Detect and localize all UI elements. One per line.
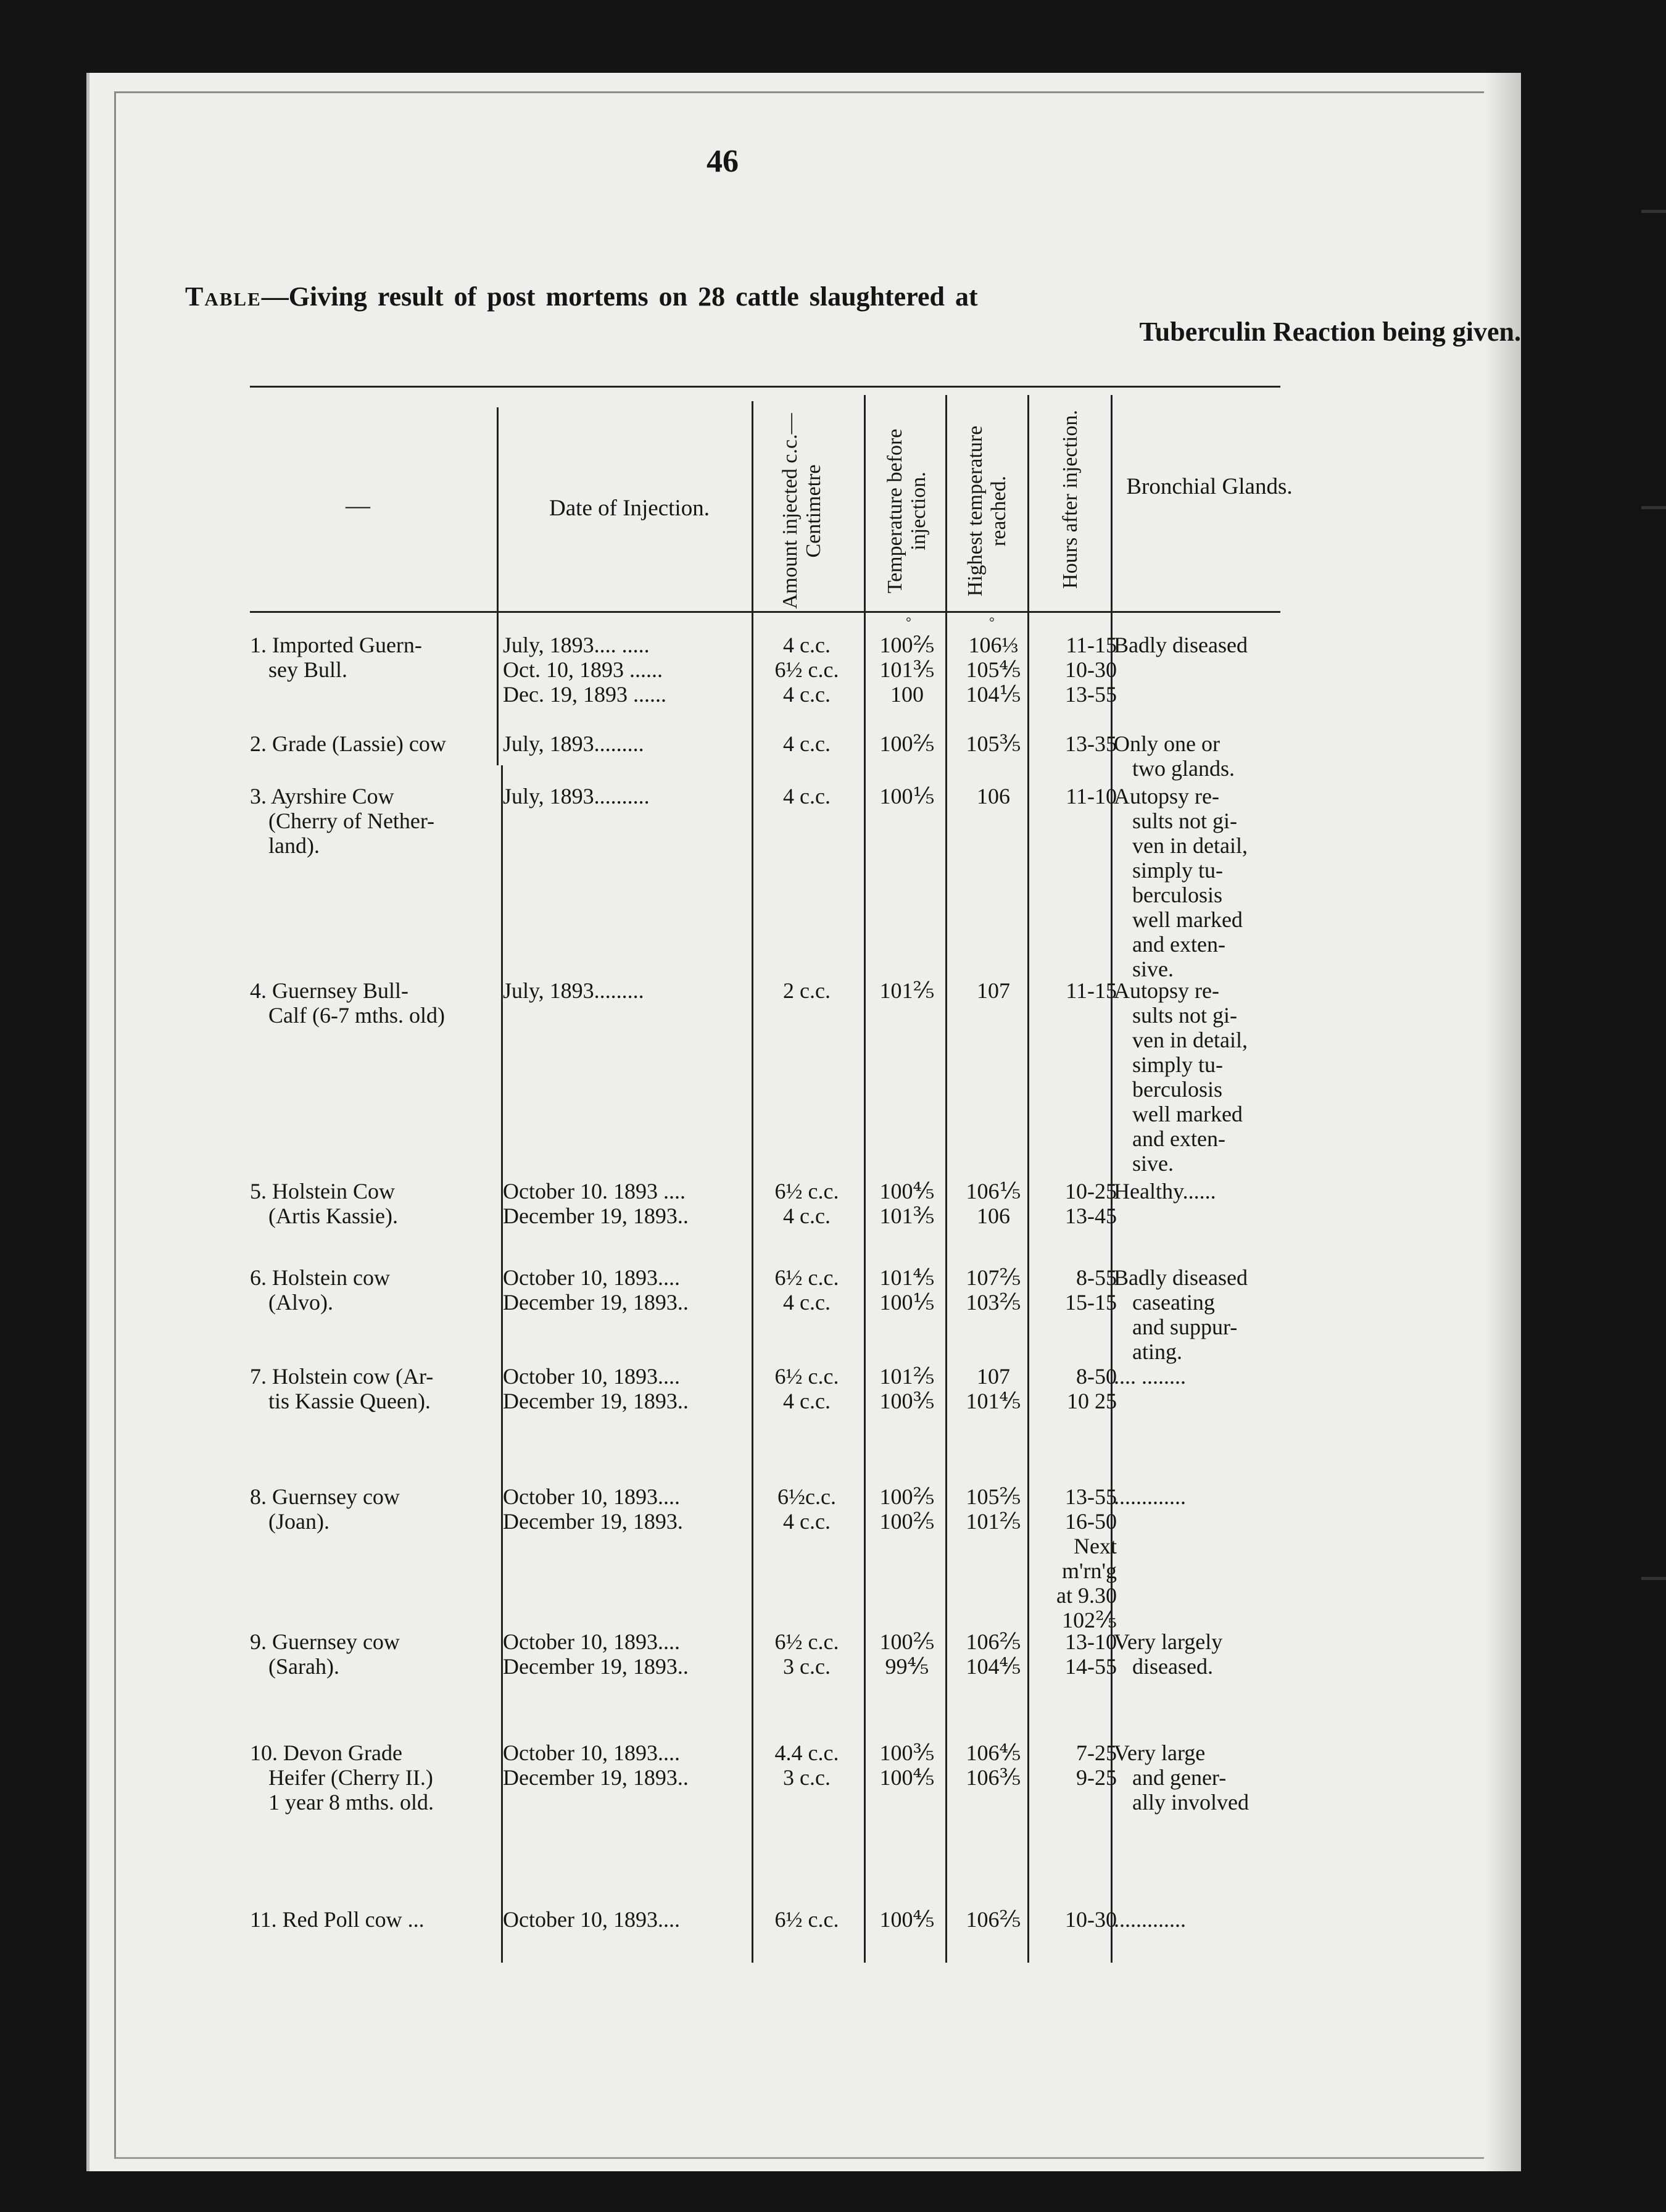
- hours-cell: 13-35: [1065, 731, 1117, 756]
- animal-cell: 1 year 8 mths. old.: [268, 1790, 434, 1815]
- highest-temp-cell: 105⅖: [966, 1484, 1021, 1509]
- bronchial-cell: Very large: [1114, 1740, 1206, 1765]
- header-animal: —: [346, 491, 370, 519]
- hours-cell: 8-50: [1076, 1364, 1117, 1389]
- header-bronchial: Bronchial Glands.: [1126, 474, 1293, 499]
- header-temp-before: Temperature before injection.: [884, 428, 930, 594]
- amount-cell: 4 c.c.: [783, 682, 831, 707]
- hours-cell: 7-25: [1076, 1740, 1117, 1765]
- amount-cell: 4 c.c.: [783, 1204, 831, 1228]
- date-cell: July, 1893.........: [503, 731, 644, 756]
- bronchial-cell: berculosis: [1132, 883, 1222, 907]
- bronchial-cell: caseating: [1132, 1290, 1215, 1315]
- hours-cell: 8-55: [1076, 1265, 1117, 1290]
- date-cell: October 10, 1893....: [503, 1484, 680, 1509]
- header-hours: Hours after injection.: [1059, 410, 1082, 589]
- date-cell: December 19, 1893..: [503, 1389, 689, 1413]
- highest-temp-cell: 107: [977, 1364, 1010, 1389]
- amount-cell: 6½ c.c.: [774, 657, 839, 682]
- bronchial-cell: and gener-: [1132, 1765, 1227, 1790]
- animal-cell: (Cherry of Nether-: [268, 809, 435, 833]
- bronchial-cell: well marked: [1132, 1102, 1243, 1126]
- temp-before-cell: 101⅗: [879, 1204, 935, 1228]
- temp-before-cell: 100⅘: [879, 1179, 935, 1204]
- bronchial-cell: sive.: [1132, 1151, 1174, 1176]
- binding-mark: [1641, 1577, 1666, 1580]
- temp-before-cell: 101⅖: [879, 1364, 935, 1389]
- highest-temp-cell: 101⅖: [966, 1509, 1021, 1534]
- hours-cell: 13-55: [1065, 682, 1117, 707]
- highest-temp-cell: 106⅘: [966, 1740, 1021, 1765]
- bronchial-cell: simply tu-: [1132, 858, 1224, 883]
- highest-temp-cell: 106⅕: [966, 1179, 1021, 1204]
- date-cell: Oct. 10, 1893 ......: [503, 657, 663, 682]
- hours-cell: 11-10: [1066, 784, 1117, 809]
- header-date: Date of Injection.: [549, 496, 710, 521]
- binding-mark: [1641, 506, 1666, 509]
- highest-temp-cell: 101⅘: [966, 1389, 1021, 1413]
- temp-before-cell: 100⅖: [879, 1509, 935, 1534]
- amount-cell: 3 c.c.: [783, 1654, 831, 1679]
- hours-cell: m'rn'g: [1062, 1558, 1117, 1583]
- bronchial-cell: Very largely: [1114, 1629, 1223, 1654]
- bronchial-cell: and exten-: [1132, 1126, 1225, 1151]
- animal-cell: 1. Imported Guern-: [250, 633, 422, 657]
- amount-cell: 3 c.c.: [783, 1765, 831, 1790]
- temp-before-cell: 101⅘: [879, 1265, 935, 1290]
- date-cell: July, 1893.........: [503, 978, 644, 1003]
- hours-cell: 10 25: [1067, 1389, 1117, 1413]
- hours-cell: 11-15: [1066, 633, 1117, 657]
- date-cell: December 19, 1893..: [503, 1654, 689, 1679]
- hours-cell: 13-55: [1065, 1484, 1117, 1509]
- bronchial-cell: Autopsy re-: [1114, 784, 1219, 809]
- date-cell: December 19, 1893..: [503, 1765, 689, 1790]
- date-cell: July, 1893..........: [503, 784, 650, 809]
- animal-cell: sey Bull.: [268, 657, 348, 682]
- animal-cell: 11. Red Poll cow ...: [250, 1907, 425, 1932]
- highest-temp-cell: 106⅗: [966, 1765, 1021, 1790]
- bronchial-cell: ating.: [1132, 1339, 1182, 1364]
- amount-cell: 4 c.c.: [783, 1290, 831, 1315]
- animal-cell: tis Kassie Queen).: [268, 1389, 431, 1413]
- bronchial-cell: well marked: [1132, 907, 1243, 932]
- animal-cell: (Joan).: [268, 1509, 329, 1534]
- date-cell: Dec. 19, 1893 ......: [503, 682, 666, 707]
- title-lead: Table: [185, 281, 262, 312]
- temp-before-cell: 100: [890, 682, 924, 707]
- temp-before-cell: 100⅖: [879, 731, 935, 756]
- animal-cell: 7. Holstein cow (Ar-: [250, 1364, 434, 1389]
- amount-cell: 4.4 c.c.: [774, 1740, 839, 1765]
- page-number: 46: [707, 144, 739, 179]
- animal-cell: Calf (6-7 mths. old): [268, 1003, 445, 1028]
- temp-before-cell: 99⅘: [885, 1654, 929, 1679]
- animal-cell: 6. Holstein cow: [250, 1265, 390, 1290]
- hours-cell: 9-25: [1076, 1765, 1117, 1790]
- highest-temp-cell: 104⅕: [966, 682, 1021, 707]
- table-top-rule: [250, 386, 1280, 388]
- bronchial-cell: sults not gi-: [1132, 809, 1238, 833]
- animal-cell: (Artis Kassie).: [268, 1204, 398, 1228]
- bronchial-cell: Only one or: [1114, 731, 1220, 756]
- bronchial-cell: sive.: [1132, 957, 1174, 981]
- highest-temp-cell: 106⅖: [966, 1907, 1021, 1932]
- temp-before-cell: 100⅘: [879, 1907, 935, 1932]
- amount-cell: 4 c.c.: [783, 1509, 831, 1534]
- bronchial-cell: sults not gi-: [1132, 1003, 1238, 1028]
- degree-mark-before: °: [906, 614, 911, 630]
- bronchial-cell: Badly diseased: [1114, 633, 1248, 657]
- header-highest: Highest temperature reached.: [964, 425, 1010, 597]
- animal-cell: (Alvo).: [268, 1290, 333, 1315]
- amount-cell: 6½ c.c.: [774, 1629, 839, 1654]
- highest-temp-cell: 105⅗: [966, 731, 1021, 756]
- column-divider: [945, 395, 947, 1963]
- bronchial-cell: .... ........: [1114, 1364, 1186, 1389]
- hours-cell: Next: [1074, 1534, 1117, 1558]
- bronchial-cell: berculosis: [1132, 1077, 1222, 1102]
- bronchial-cell: diseased.: [1132, 1654, 1213, 1679]
- animal-cell: 4. Guernsey Bull-: [250, 978, 408, 1003]
- temp-before-cell: 100⅖: [879, 1629, 935, 1654]
- date-cell: October 10. 1893 ....: [503, 1179, 686, 1204]
- highest-temp-cell: 106⅓: [968, 633, 1019, 657]
- highest-temp-cell: 107⅖: [966, 1265, 1021, 1290]
- highest-temp-cell: 106: [977, 784, 1010, 809]
- title-rest: —Giving result of post mortems on 28 cattle slaughtered at: [261, 281, 978, 312]
- amount-cell: 4 c.c.: [783, 633, 831, 657]
- table-title-line-2: Tuberculin Reaction being given.: [1139, 317, 1521, 347]
- temp-before-cell: 100⅕: [879, 784, 935, 809]
- date-cell: July, 1893.... .....: [503, 633, 650, 657]
- hours-cell: 16-50: [1065, 1509, 1117, 1534]
- animal-cell: 3. Ayrshire Cow: [250, 784, 394, 809]
- animal-cell: 5. Holstein Cow: [250, 1179, 396, 1204]
- temp-before-cell: 100⅘: [879, 1765, 935, 1790]
- hours-cell: 10-30: [1065, 657, 1117, 682]
- temp-before-cell: 101⅖: [879, 978, 935, 1003]
- amount-cell: 6½c.c.: [777, 1484, 836, 1509]
- column-divider: [497, 407, 499, 765]
- amount-cell: 4 c.c.: [783, 731, 831, 756]
- hours-cell: 102⅖: [1062, 1608, 1117, 1632]
- binding-mark: [1641, 210, 1666, 213]
- bronchial-cell: Badly diseased: [1114, 1265, 1248, 1290]
- date-cell: October 10, 1893....: [503, 1265, 680, 1290]
- temp-before-cell: 100⅗: [879, 1740, 935, 1765]
- animal-cell: 9. Guernsey cow: [250, 1629, 400, 1654]
- bronchial-cell: ven in detail,: [1132, 833, 1248, 858]
- temp-before-cell: 100⅖: [879, 633, 935, 657]
- hours-cell: 10-25: [1065, 1179, 1117, 1204]
- bronchial-cell: two glands.: [1132, 756, 1235, 781]
- hours-cell: 11-15: [1066, 978, 1117, 1003]
- bronchial-cell: ven in detail,: [1132, 1028, 1248, 1052]
- amount-cell: 6½ c.c.: [774, 1179, 839, 1204]
- animal-cell: 8. Guernsey cow: [250, 1484, 400, 1509]
- header-bottom-rule: [250, 611, 1280, 613]
- amount-cell: 6½ c.c.: [774, 1907, 839, 1932]
- highest-temp-cell: 107: [977, 978, 1010, 1003]
- header-amount: Amount injected c.c.—Centimetre: [779, 413, 825, 609]
- temp-before-cell: 100⅕: [879, 1290, 935, 1315]
- bronchial-cell: simply tu-: [1132, 1052, 1224, 1077]
- highest-temp-cell: 106: [977, 1204, 1010, 1228]
- temp-before-cell: 101⅗: [879, 657, 935, 682]
- bronchial-cell: ally involved: [1132, 1790, 1249, 1815]
- date-cell: December 19, 1893.: [503, 1509, 683, 1534]
- animal-cell: (Sarah).: [268, 1654, 339, 1679]
- bronchial-cell: .............: [1114, 1484, 1186, 1509]
- bronchial-cell: and suppur-: [1132, 1315, 1238, 1339]
- hours-cell: 15-15: [1065, 1290, 1117, 1315]
- date-cell: October 10, 1893....: [503, 1907, 680, 1932]
- bronchial-cell: Healthy......: [1114, 1179, 1216, 1204]
- degree-mark-highest: °: [989, 614, 995, 630]
- animal-cell: land).: [268, 833, 320, 858]
- hours-cell: 13-45: [1065, 1204, 1117, 1228]
- temp-before-cell: 100⅗: [879, 1389, 935, 1413]
- table-title-line-1: [185, 281, 1290, 312]
- highest-temp-cell: 106⅖: [966, 1629, 1021, 1654]
- page-edge-shadow: [1484, 73, 1521, 2171]
- hours-cell: 14-55: [1065, 1654, 1117, 1679]
- date-cell: October 10, 1893....: [503, 1364, 680, 1389]
- highest-temp-cell: 105⅘: [966, 657, 1021, 682]
- hours-cell: at 9.30: [1056, 1583, 1117, 1608]
- date-cell: December 19, 1893..: [503, 1290, 689, 1315]
- amount-cell: 6½ c.c.: [774, 1364, 839, 1389]
- column-divider: [864, 395, 866, 1963]
- date-cell: October 10, 1893....: [503, 1629, 680, 1654]
- amount-cell: 4 c.c.: [783, 1389, 831, 1413]
- animal-cell: 10. Devon Grade: [250, 1740, 402, 1765]
- highest-temp-cell: 104⅘: [966, 1654, 1021, 1679]
- hours-cell: 13-10: [1065, 1629, 1117, 1654]
- hours-cell: 10-30: [1065, 1907, 1117, 1932]
- bronchial-cell: and exten-: [1132, 932, 1225, 957]
- amount-cell: 6½ c.c.: [774, 1265, 839, 1290]
- date-cell: December 19, 1893..: [503, 1204, 689, 1228]
- bronchial-cell: Autopsy re-: [1114, 978, 1219, 1003]
- bronchial-cell: .............: [1114, 1907, 1186, 1932]
- animal-cell: Heifer (Cherry II.): [268, 1765, 433, 1790]
- amount-cell: 2 c.c.: [783, 978, 831, 1003]
- date-cell: October 10, 1893....: [503, 1740, 680, 1765]
- temp-before-cell: 100⅖: [879, 1484, 935, 1509]
- highest-temp-cell: 103⅖: [966, 1290, 1021, 1315]
- animal-cell: 2. Grade (Lassie) cow: [250, 731, 446, 756]
- amount-cell: 4 c.c.: [783, 784, 831, 809]
